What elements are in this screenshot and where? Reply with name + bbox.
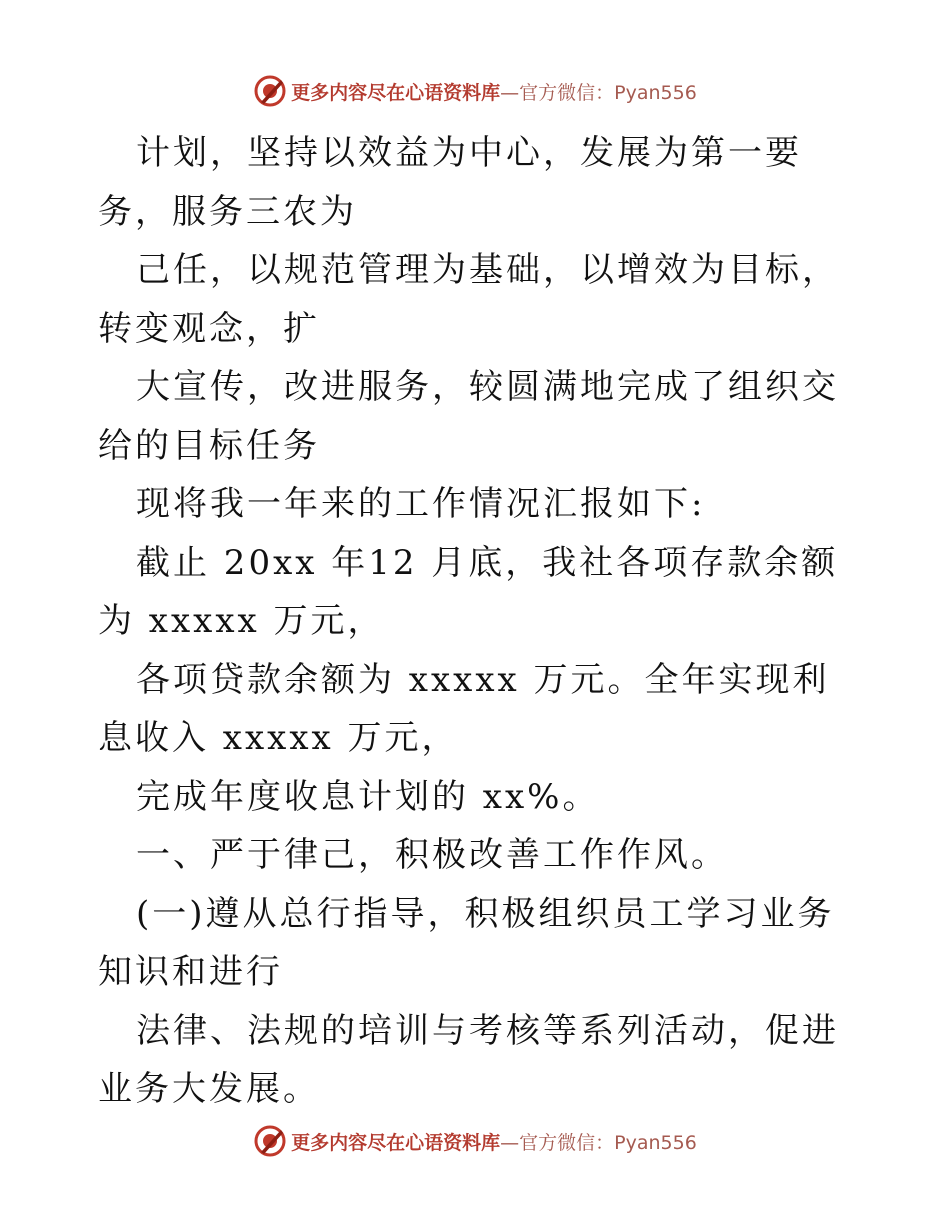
paragraph: 截止 20xx 年12 月底，我社各项存款余额为 xxxxx 万元， (98, 542, 839, 641)
header-banner-text: 更多内容尽在心语资料库—官方微信：Pyan556 (291, 81, 697, 104)
quill-seal-logo-icon (253, 74, 287, 108)
footer-banner-text: 更多内容尽在心语资料库—官方微信：Pyan556 (291, 1131, 697, 1154)
paragraph: 各项贷款余额为 xxxxx 万元。全年实现利息收入 xxxxx 万元， (98, 659, 830, 758)
paragraph: 法律、法规的培训与考核等系列活动，促进业务大发展。 (98, 1010, 839, 1109)
header-banner (0, 71, 950, 111)
paragraph: 己任，以规范管理为基础，以增效为目标，转变观念，扩 (98, 250, 839, 349)
document-body (98, 124, 858, 1119)
paragraph: 计划，坚持以效益为中心，发展为第一要务，服务三农为 (98, 133, 802, 232)
paragraph: 完成年度收息计划的 xx%。 (136, 776, 600, 817)
quill-seal-logo-icon (253, 1124, 287, 1158)
footer-banner (0, 1121, 950, 1161)
paragraph: 现将我一年来的工作情况汇报如下: (136, 484, 706, 524)
section-heading: 一、严于律己，积极改善工作作风。 (136, 835, 728, 875)
paragraph: (一)遵从总行指导，积极组织员工学习业务知识和进行 (98, 893, 835, 992)
paragraph: 大宣传，改进服务，较圆满地完成了组织交给的目标任务 (98, 367, 839, 466)
